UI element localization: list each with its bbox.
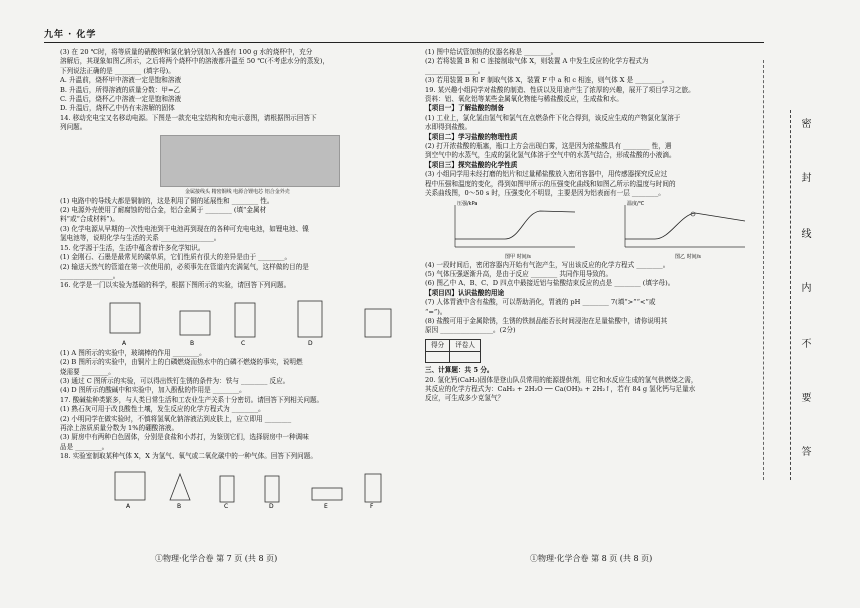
label-18E: E: [324, 502, 328, 510]
label-A: A: [122, 339, 127, 347]
label-18D: D: [269, 502, 274, 510]
seal-char-1: 密: [799, 118, 810, 128]
q18-2b: ________________。: [425, 66, 485, 75]
ylabel-temp: 温度/℃: [627, 200, 645, 207]
temperature-curve: [625, 213, 745, 239]
grader-label: 评卷人: [450, 339, 481, 351]
q18-1: (1) 图中给试管加热的仪器名称是 ________。: [425, 48, 558, 56]
q19-7: (7) 人体胃液中含有盐酸，可以帮助消化，胃液的 pH ________ 7(填“>”“<”或: [425, 298, 656, 307]
q19-3: (3) 小组同学用未经打磨的铝片和过量稀盐酸放入密闭容器中，用传感器探究反应过: [425, 170, 668, 179]
q17-3b: 品是 ________。: [60, 442, 109, 451]
q17-stem: 17. 酸碱盐种类繁多，与人类日常生活和工农业生产关系十分密切。请回答下列相关问题。: [60, 395, 324, 404]
q19-4: (4) 一段时间后，密闭容器内开始有气泡产生，写出该反应的化学方程式 ________。: [425, 260, 670, 269]
q14-1: (1) 电路中的导线大都是铜制的，这是利用了铜的延展性和 ________ 性。: [60, 196, 274, 205]
fold-line: [763, 60, 777, 480]
q15-2: (2) 输送天然气的管道在第一次使用前，必须事先在管道内充满氮气，这样做的目的是: [60, 262, 309, 271]
q16-4: (4) D 图所示的酸碱中和实验中，加入酚酞的作用是 ________。: [60, 386, 246, 395]
apparatus-18-svg: [60, 462, 412, 510]
q19-7b: “=”)。: [425, 307, 447, 316]
q19-8b: 原因 ________________。(2分): [425, 326, 516, 335]
q16-2b: 烧需要 ________。: [60, 367, 115, 376]
ylabel-pressure: 压强/kPa: [457, 200, 478, 207]
footer-right: ①物理·化学合卷 第 8 页 (共 8 页): [530, 554, 653, 563]
q13-3b: 溶解后，其现象如图乙所示，之后将两个烧杯中的溶液都升温至 50 ℃(不考虑水分的蒸发)，: [60, 57, 330, 66]
score-label: 得分: [426, 339, 450, 351]
header-title: 九年 · 化学: [44, 30, 97, 40]
q20-stem: 20. 氢化钙(CaH₂)固体是登山队员常用的能源提供剂，用它和水反应生成的氢气供燃烧之需，: [425, 375, 698, 384]
q13-optC: C. 升温后，烧杯乙中溶液一定是饱和溶液: [60, 95, 182, 104]
q14-3b: 氢电池等，说明化学与生活的关系 ________________。: [60, 234, 221, 243]
q19-3c: 关系曲线图，0～50 s 时，压强变化不明显，主要是因为铝表面有一层 ________。: [425, 189, 665, 198]
label-18C: C: [224, 502, 229, 510]
q18-stem: 18. 实验室制取某种气体 X，X 为氢气、氧气或二氧化碳中的一种气体。回答下列问题。: [60, 452, 317, 461]
powerbank-caption: 金属接线头 精密铜线 电源合锂电芯 铝合金外壳: [185, 188, 290, 195]
q14-2: (2) 电源外壳使用了耐腐蚀的铝合金，铝合金属于 ________ (填“金属材: [60, 206, 267, 215]
right-column: [425, 48, 761, 404]
q16-2: (2) B 图所示的实验中，由铜片上的白磷燃烧而热水中的白磷不燃烧的事实，说明燃: [60, 358, 303, 367]
project-4: 【项目四】认识盐酸的用途: [425, 288, 505, 297]
label-18A: A: [126, 502, 131, 510]
score-table: [425, 339, 481, 363]
q15-stem: 15. 化学源于生活，生活中蕴含着许多化学知识。: [60, 243, 205, 252]
project-3: 【项目三】探究盐酸的化学性质: [425, 160, 518, 169]
q13-3: (3) 在 20 ℃时，将等质量的硝酸钾和氯化钠分别加入各盛有 100 g 水的烧杯中，充分: [60, 48, 313, 56]
q19-1b: 水即得到盐酸。: [425, 123, 472, 132]
label-18B: B: [177, 502, 182, 510]
seal-line-strip: [790, 110, 820, 480]
project-1: 【项目一】了解盐酸的制备: [425, 104, 505, 113]
q13-3c: 下列说法正确的是 ________ (填字母)。: [60, 66, 175, 75]
experiment-figures-16: [60, 291, 412, 349]
footer-left: ①物理·化学合卷 第 7 页 (共 8 页): [155, 554, 278, 563]
q19-5: (5) 气体压强逐渐升高，是由于反应 ________ 共同作用导致的。: [425, 269, 613, 278]
q17-1: (1) 熟石灰可用于改良酸性土壤，发生反应的化学方程式为 ________。: [60, 405, 265, 414]
q17-2: (2) 小明同学在做实验时，不慎将氢氧化钠溶液沾到皮肤上，应立即用 ________: [60, 414, 292, 423]
q19-8: (8) 盐酸可用于金属除锈，生锈的铁制品能否长时间浸泡在足量盐酸中，请你说明其: [425, 316, 668, 325]
label-D: D: [308, 339, 313, 347]
pressure-temp-graphs: [425, 199, 761, 261]
q19-1: (1) 工业上，氯化氢由氢气和氯气在点燃条件下化合得到，该反应生成的产物氯化氢溶于: [425, 113, 681, 122]
seal-char-4: 内: [799, 282, 810, 292]
seal-char-3: 线: [799, 228, 810, 238]
section-3-title: 三、计算题：共 5 分。: [425, 366, 494, 375]
label-C: C: [241, 339, 246, 347]
score-box[interactable]: [426, 352, 450, 363]
q19-stem: 19. 某兴趣小组同学对盐酸的制造、性质以及用途产生了浓厚的兴趣，展开了项目学习之旅。: [425, 85, 695, 94]
seal-char-5: 不: [799, 338, 810, 348]
seal-char-2: 封: [799, 172, 810, 182]
q19-2: (2) 打开浓盐酸的瓶塞，瓶口上方会出现白雾，这是因为浓盐酸具有 ________ 性，遇: [425, 142, 672, 151]
q17-3: (3) 厨房中有两种白色固体，分别是食盐和小苏打，为鉴别它们，选择厨房中一种调味: [60, 433, 309, 442]
header-rule: [44, 42, 764, 43]
seal-char-7: 答: [799, 446, 810, 456]
q14-stem: 14. 移动充电宝又名移动电源。下图是一款充电宝结构和充电示意图，请根据图示回答下: [60, 113, 317, 122]
label-18F: F: [370, 502, 374, 510]
seal-char-6: 要: [799, 392, 810, 402]
graphs: [425, 199, 761, 261]
label-B: B: [190, 339, 195, 347]
powerbank-photo: [160, 135, 340, 187]
q14-2b: 料”或“合成材料”)。: [60, 215, 119, 224]
q13-optB: B. 升温后，所得溶液的质量分数：甲=乙: [60, 85, 181, 94]
q15-2b: ________________。: [60, 271, 120, 280]
q14-stem-b: 列问题。: [60, 123, 87, 132]
q19-stem-b: 资料：铝、氧化铝等某些金属氧化物能与稀盐酸反应，生成盐和水。: [425, 95, 623, 104]
q16-3: (3) 通过 C 图所示的实验，可以得出铁钉生锈的条件为：铁与 ________ 反应。: [60, 376, 290, 385]
project-2: 【项目二】学习盐酸的物理性质: [425, 132, 518, 141]
q16-1: (1) A 图所示的实验中，玻璃棒的作用 ________。: [60, 348, 206, 357]
q18-3: (3) 若用装置 B 和 F 制取气体 X，装置 F 中 a 和 c 相连，则气体 X 是 ________。: [425, 76, 669, 85]
q19-6: (6) 图乙中 A、B、C、D 四点中最接近铝与盐酸结束反应的点是 ________ (填字母)。: [425, 279, 675, 288]
pressure-curve: [455, 211, 575, 239]
q17-2b: 再涂上溶质质量分数为 1%的硼酸溶液。: [60, 423, 179, 432]
q19-3b: 程中压强和温度的变化，得到如图甲所示的压强变化曲线和如图乙所示的温度与时间的: [425, 179, 676, 188]
q13-optD: D. 升温后，烧杯乙中仍有未溶解的固体: [60, 104, 175, 113]
q13-optA: A. 升温前，烧杯甲中溶液一定是饱和溶液: [60, 76, 182, 85]
apparatus-16-svg: [60, 291, 412, 349]
q14-3: (3) 化学电源从早期的一次性电池到干电池再到现在的各种可充电电池，如锂电池、镍: [60, 224, 309, 233]
caption-graph1: 图甲 时间/s: [505, 253, 531, 260]
q16-stem: 16. 化学是一门以实验为基础的科学，根据下图所示的实验，请回答下列问题。: [60, 281, 291, 290]
q15-1: (1) 金刚石、石墨是最常见的碳单质，它们性质有很大的差异是由于 ________。: [60, 253, 292, 262]
q20-stem-c: 反应，可生成多少克氢气？: [425, 394, 505, 403]
apparatus-18: [60, 462, 412, 510]
left-column: [60, 48, 412, 510]
q20-stem-b: 其反应的化学方程式为：CaH₂ + 2H₂O ── Ca(OH)₂ + 2H₂↑，若有 84 g 氢化钙与足量水: [425, 384, 696, 393]
q18-2: (2) 若将装置 B 和 C 连接制取气体 X，则装置 A 中发生反应的化学方程式为: [425, 57, 649, 66]
q19-2b: 到空气中的水蒸气，生成的氯化氢气体溶于空气中的水蒸气结合，形成盐酸的小液滴。: [425, 151, 676, 160]
powerbank-figure: [60, 133, 412, 197]
score-section: [425, 339, 761, 363]
grader-box[interactable]: [450, 352, 481, 363]
caption-graph2: 图乙 时间/s: [675, 253, 701, 260]
